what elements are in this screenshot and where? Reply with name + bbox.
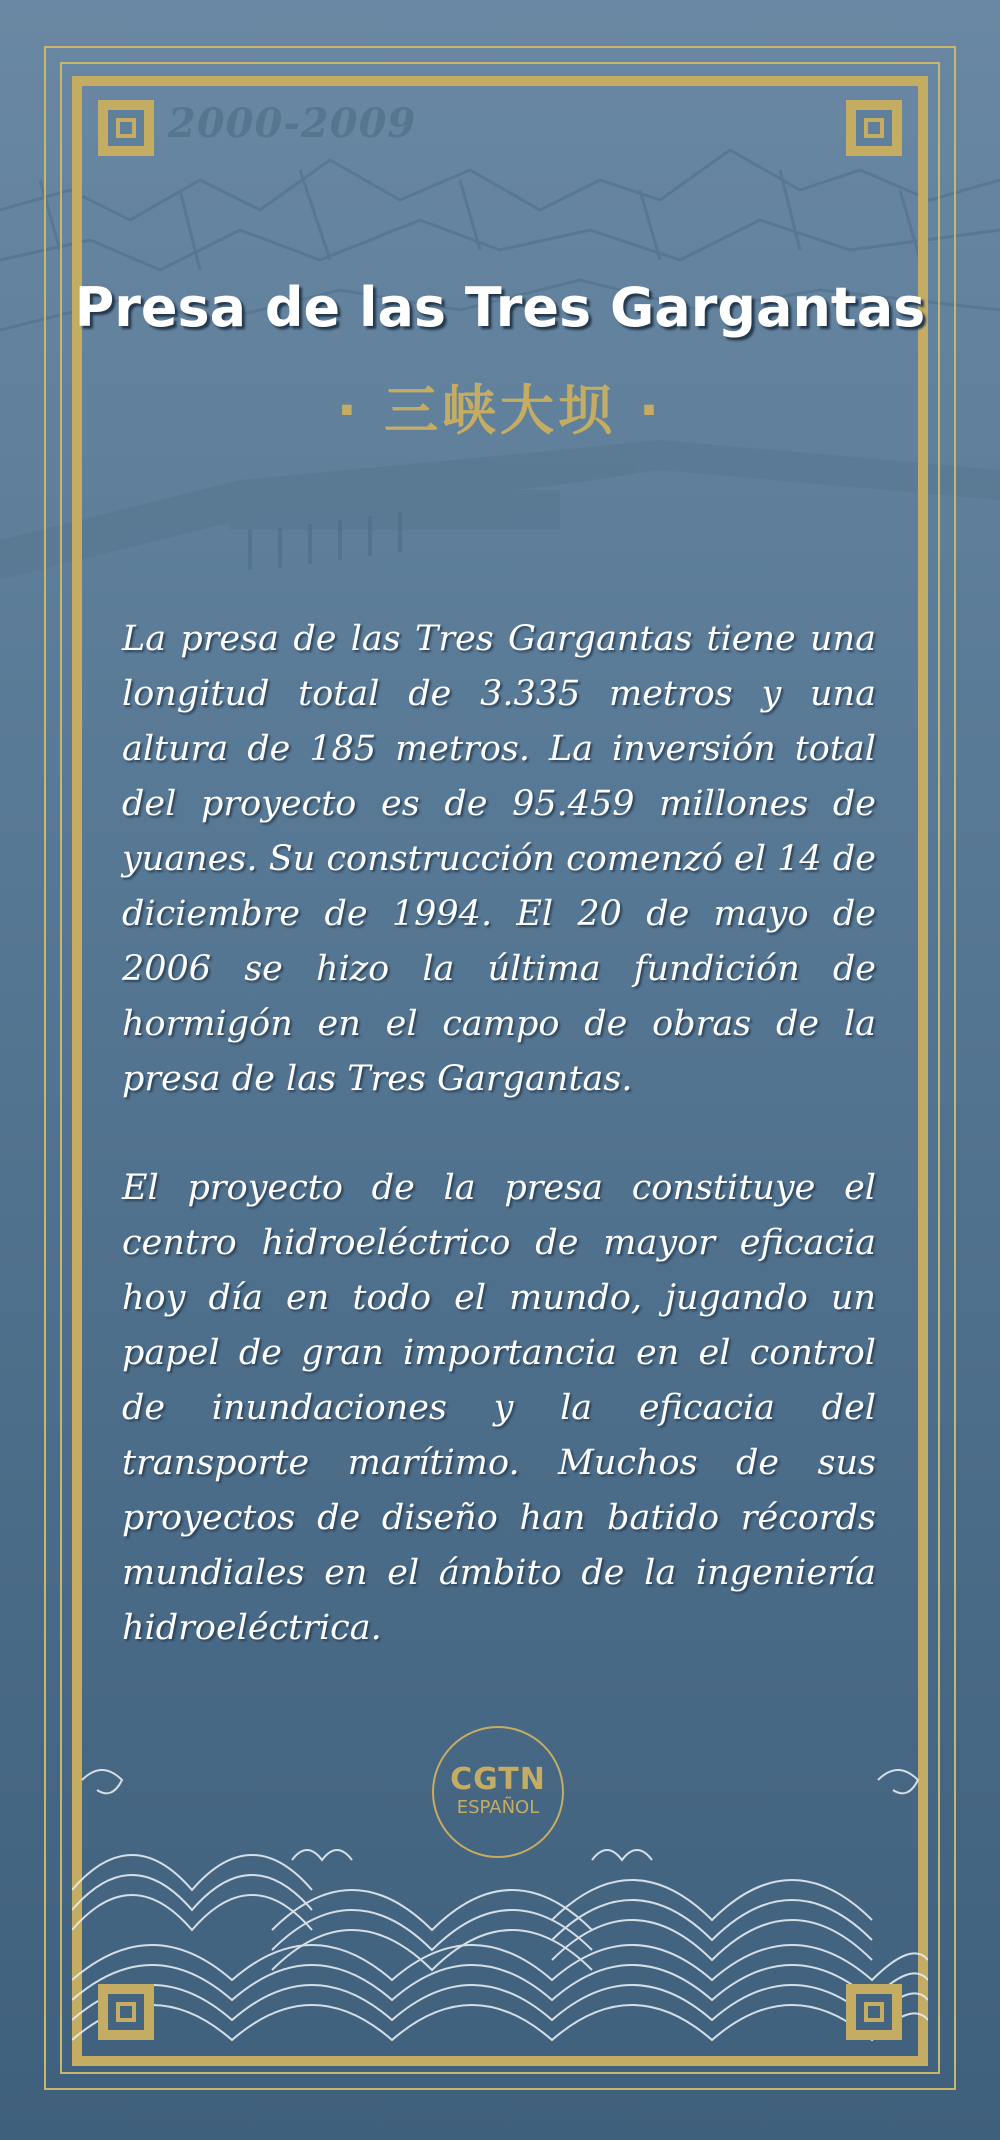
era-label: 2000-2009 [168,100,417,147]
corner-ornament-top-left [98,100,154,156]
logo-language: ESPAÑOL [456,1797,540,1818]
corner-ornament-bottom-right [846,1984,902,2040]
corner-ornament-bottom-left [98,1984,154,2040]
corner-ornament-top-right [846,100,902,156]
cgtn-logo [432,1726,564,1858]
chinese-subtitle: · 三峡大坝 · [336,379,664,442]
description-paragraph-2: El proyecto de la presa constituye el centro hidroeléctrico de mayor eficacia hoy día en todo el mundo, jugando un papel de gran importancia en el control de inundaciones y la eficacia del transporte marítimo. Muchos de sus proyectos de diseño han batido récords mundiales en el ámbito de la ingeniería hidroeléctrica. [122,1168,876,1648]
logo-brand: CGTN [450,1762,546,1797]
description-paragraph-1: La presa de las Tres Gargantas tiene una longitud total de 3.335 metros y una altura de 185 metros. La inversión total del proyecto es de 95.459 millones de yuanes. Su construcción comenzó el 14 de diciembre de 1994. El 20 de mayo de 2006 se hizo la última fundición de hormigón en el campo de obras de la presa de las Tres Gargantas. [122,619,876,1099]
description-body [122,612,876,1710]
page-title: Presa de las Tres Gargantas [74,276,926,339]
